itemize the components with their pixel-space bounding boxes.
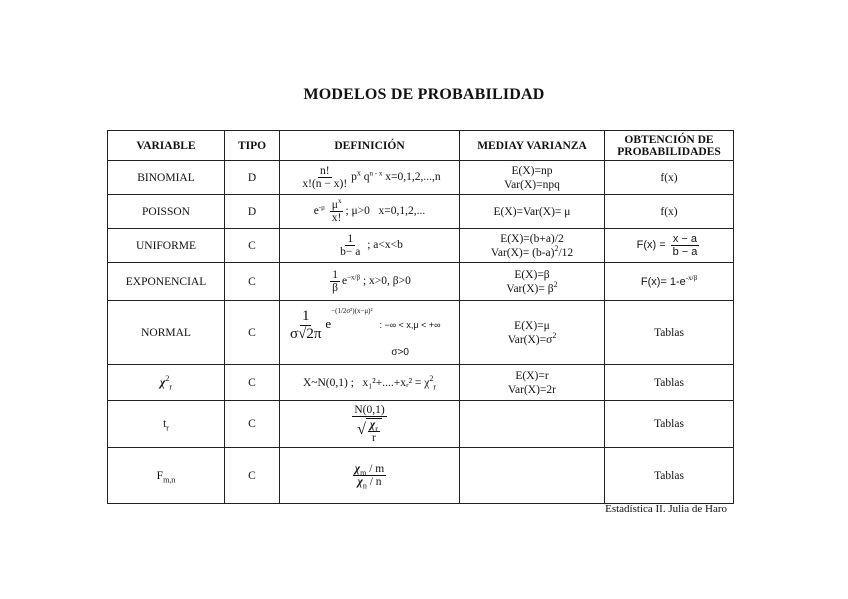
page-title: MODELOS DE PROBABILIDAD	[303, 86, 545, 103]
header-tipo: TIPO	[225, 131, 280, 161]
def-q: q	[360, 171, 370, 184]
cell-tipo: C	[225, 448, 280, 504]
cell-variable: EXPONENCIAL	[108, 263, 225, 301]
cell-definicion	[280, 263, 460, 301]
varianza: Var(X)=2r	[508, 383, 556, 396]
table-row-chi-square	[108, 365, 734, 401]
normal-fraction	[288, 308, 323, 343]
f-fraction	[353, 463, 387, 491]
cell-obtencion: Tablas	[605, 365, 734, 401]
obt-fraction	[671, 233, 700, 258]
frac-denominator: b− a	[340, 246, 361, 258]
frac-denominator: x!(n − x)!	[302, 178, 348, 190]
def-cond: ; x>0, β>0	[362, 275, 411, 288]
cell-obtencion: f(x)	[605, 195, 734, 229]
frac-numerator: x − a	[672, 233, 698, 245]
cell-media-varianza	[460, 365, 605, 401]
t-fraction	[352, 404, 386, 444]
cell-media-varianza	[460, 263, 605, 301]
table-row-normal	[108, 301, 734, 365]
def-cond2: σ>0	[391, 346, 409, 358]
table-row-exponencial	[108, 263, 734, 301]
cell-media-varianza	[460, 448, 605, 504]
cell-tipo: C	[225, 263, 280, 301]
cell-variable: $F_{m,n}$	[108, 448, 225, 504]
media: E(X)=μ	[514, 319, 550, 332]
cell-media-varianza: E(X)=Var(X)= μ	[460, 195, 605, 229]
varianza: $Var(X)= \beta^2$	[506, 279, 558, 295]
cell-definicion	[280, 195, 460, 229]
probability-models-table	[107, 130, 734, 504]
cell-obtencion: $F(x)= 1-e^{-x/\beta}$	[605, 263, 734, 301]
binomial-coefficient	[300, 165, 349, 190]
frac-numerator: 1	[301, 307, 310, 324]
table-row-binomial	[108, 161, 734, 195]
cell-variable: $t_r$	[108, 401, 225, 448]
def-a: X~N(0,1) ;	[302, 376, 354, 389]
cell-variable: BINOMIAL	[108, 161, 225, 195]
def-range: x=0,1,2,...,n	[385, 171, 441, 184]
cell-definicion	[280, 229, 460, 263]
media: E(X)=np	[511, 164, 553, 177]
cell-obtencion: Tablas	[605, 448, 734, 504]
cell-definicion: X~N(0,1) ; x₁²+....+xᵣ² = $\chi^2_r$	[280, 365, 460, 401]
def-cond: ; a<x<b	[367, 239, 403, 252]
table-row-poisson	[108, 195, 734, 229]
sqrt-icon: √	[357, 421, 366, 439]
def-q-exp: n - x	[369, 169, 383, 178]
frac-numerator: $\chi_m$ / m	[354, 463, 385, 478]
def-range: x=0,1,2,...	[378, 205, 426, 218]
frac-denominator: σ√2π	[290, 325, 322, 342]
uniform-fraction	[338, 233, 362, 258]
media: E(X)=β	[514, 268, 550, 281]
cell-definicion	[280, 401, 460, 448]
cell-obtencion	[605, 229, 734, 263]
cell-media-varianza	[460, 301, 605, 365]
def-e-exp: −x/β	[347, 273, 361, 282]
cell-tipo: C	[225, 401, 280, 448]
def-p: p	[351, 171, 357, 184]
frac-denominator: β	[332, 282, 338, 294]
cell-obtencion: Tablas	[605, 401, 734, 448]
header-definicion: DEFINICIÓN	[280, 131, 460, 161]
cell-variable: NORMAL	[108, 301, 225, 365]
header-row	[108, 131, 734, 161]
table-row-t-student	[108, 401, 734, 448]
cell-definicion	[280, 448, 460, 504]
def-p-exp: x	[356, 168, 361, 178]
frac-numerator: 1	[347, 233, 354, 245]
frac-denominator: $\chi_n$ / n	[357, 476, 382, 491]
cell-definicion	[280, 301, 460, 365]
def-e-exp: −(1/2σ²)(x−μ)²	[331, 306, 373, 315]
def-e: e	[325, 315, 332, 331]
frac-denominator: x!	[331, 212, 342, 224]
media: E(X)=(b+a)/2	[500, 232, 564, 245]
cell-tipo: C	[225, 365, 280, 401]
cell-definicion	[280, 161, 460, 195]
cell-tipo: C	[225, 229, 280, 263]
def-cond: : −∞ < x,μ < +∞	[379, 319, 441, 330]
frac-numerator: n!	[319, 165, 330, 177]
cell-obtencion: f(x)	[605, 161, 734, 195]
cell-tipo: C	[225, 301, 280, 365]
cell-obtencion: Tablas	[605, 301, 734, 365]
def-e-exp: -μ	[318, 203, 325, 212]
obt-prefix: F(x) =	[636, 239, 666, 252]
frac-denominator: √ $\frac{\chi_r}{r}$	[355, 417, 384, 444]
def-b: x₁²+....+xᵣ² = χ	[362, 376, 430, 389]
frac-numerator: 1	[332, 269, 338, 281]
table-row-uniforme	[108, 229, 734, 263]
cell-media-varianza	[460, 229, 605, 263]
varianza: Var(X)=npq	[504, 178, 560, 191]
cell-tipo: D	[225, 195, 280, 229]
header-media-varianza: MEDIAY VARIANZA	[460, 131, 605, 161]
varianza: $Var(X)=\sigma^2$	[507, 330, 557, 346]
frac-numerator: N(0,1)	[354, 404, 385, 416]
poisson-fraction	[330, 199, 344, 224]
table-row-f-snedecor	[108, 448, 734, 504]
cell-media-varianza	[460, 161, 605, 195]
header-variable: VARIABLE	[108, 131, 225, 161]
cell-variable: POISSON	[108, 195, 225, 229]
cell-variable: UNIFORME	[108, 229, 225, 263]
footer-credit: Estadística II. Julia de Haro	[605, 503, 727, 515]
frac-denominator: b − a	[672, 246, 698, 258]
header-obtencion: OBTENCIÓN DE PROBABILIDADES	[605, 131, 734, 161]
def-e: e	[313, 205, 319, 218]
media: E(X)=r	[515, 369, 549, 382]
varianza: $Var(X)= (b-a)^2/12$	[490, 243, 574, 259]
cell-media-varianza	[460, 401, 605, 448]
def-cond: ; μ>0	[345, 205, 370, 218]
cell-tipo: D	[225, 161, 280, 195]
frac-numerator: $\mu^x$	[331, 197, 342, 211]
exponential-fraction	[330, 269, 340, 294]
def-e: e	[342, 275, 348, 288]
cell-variable: $\chi^2_r$	[108, 365, 225, 401]
